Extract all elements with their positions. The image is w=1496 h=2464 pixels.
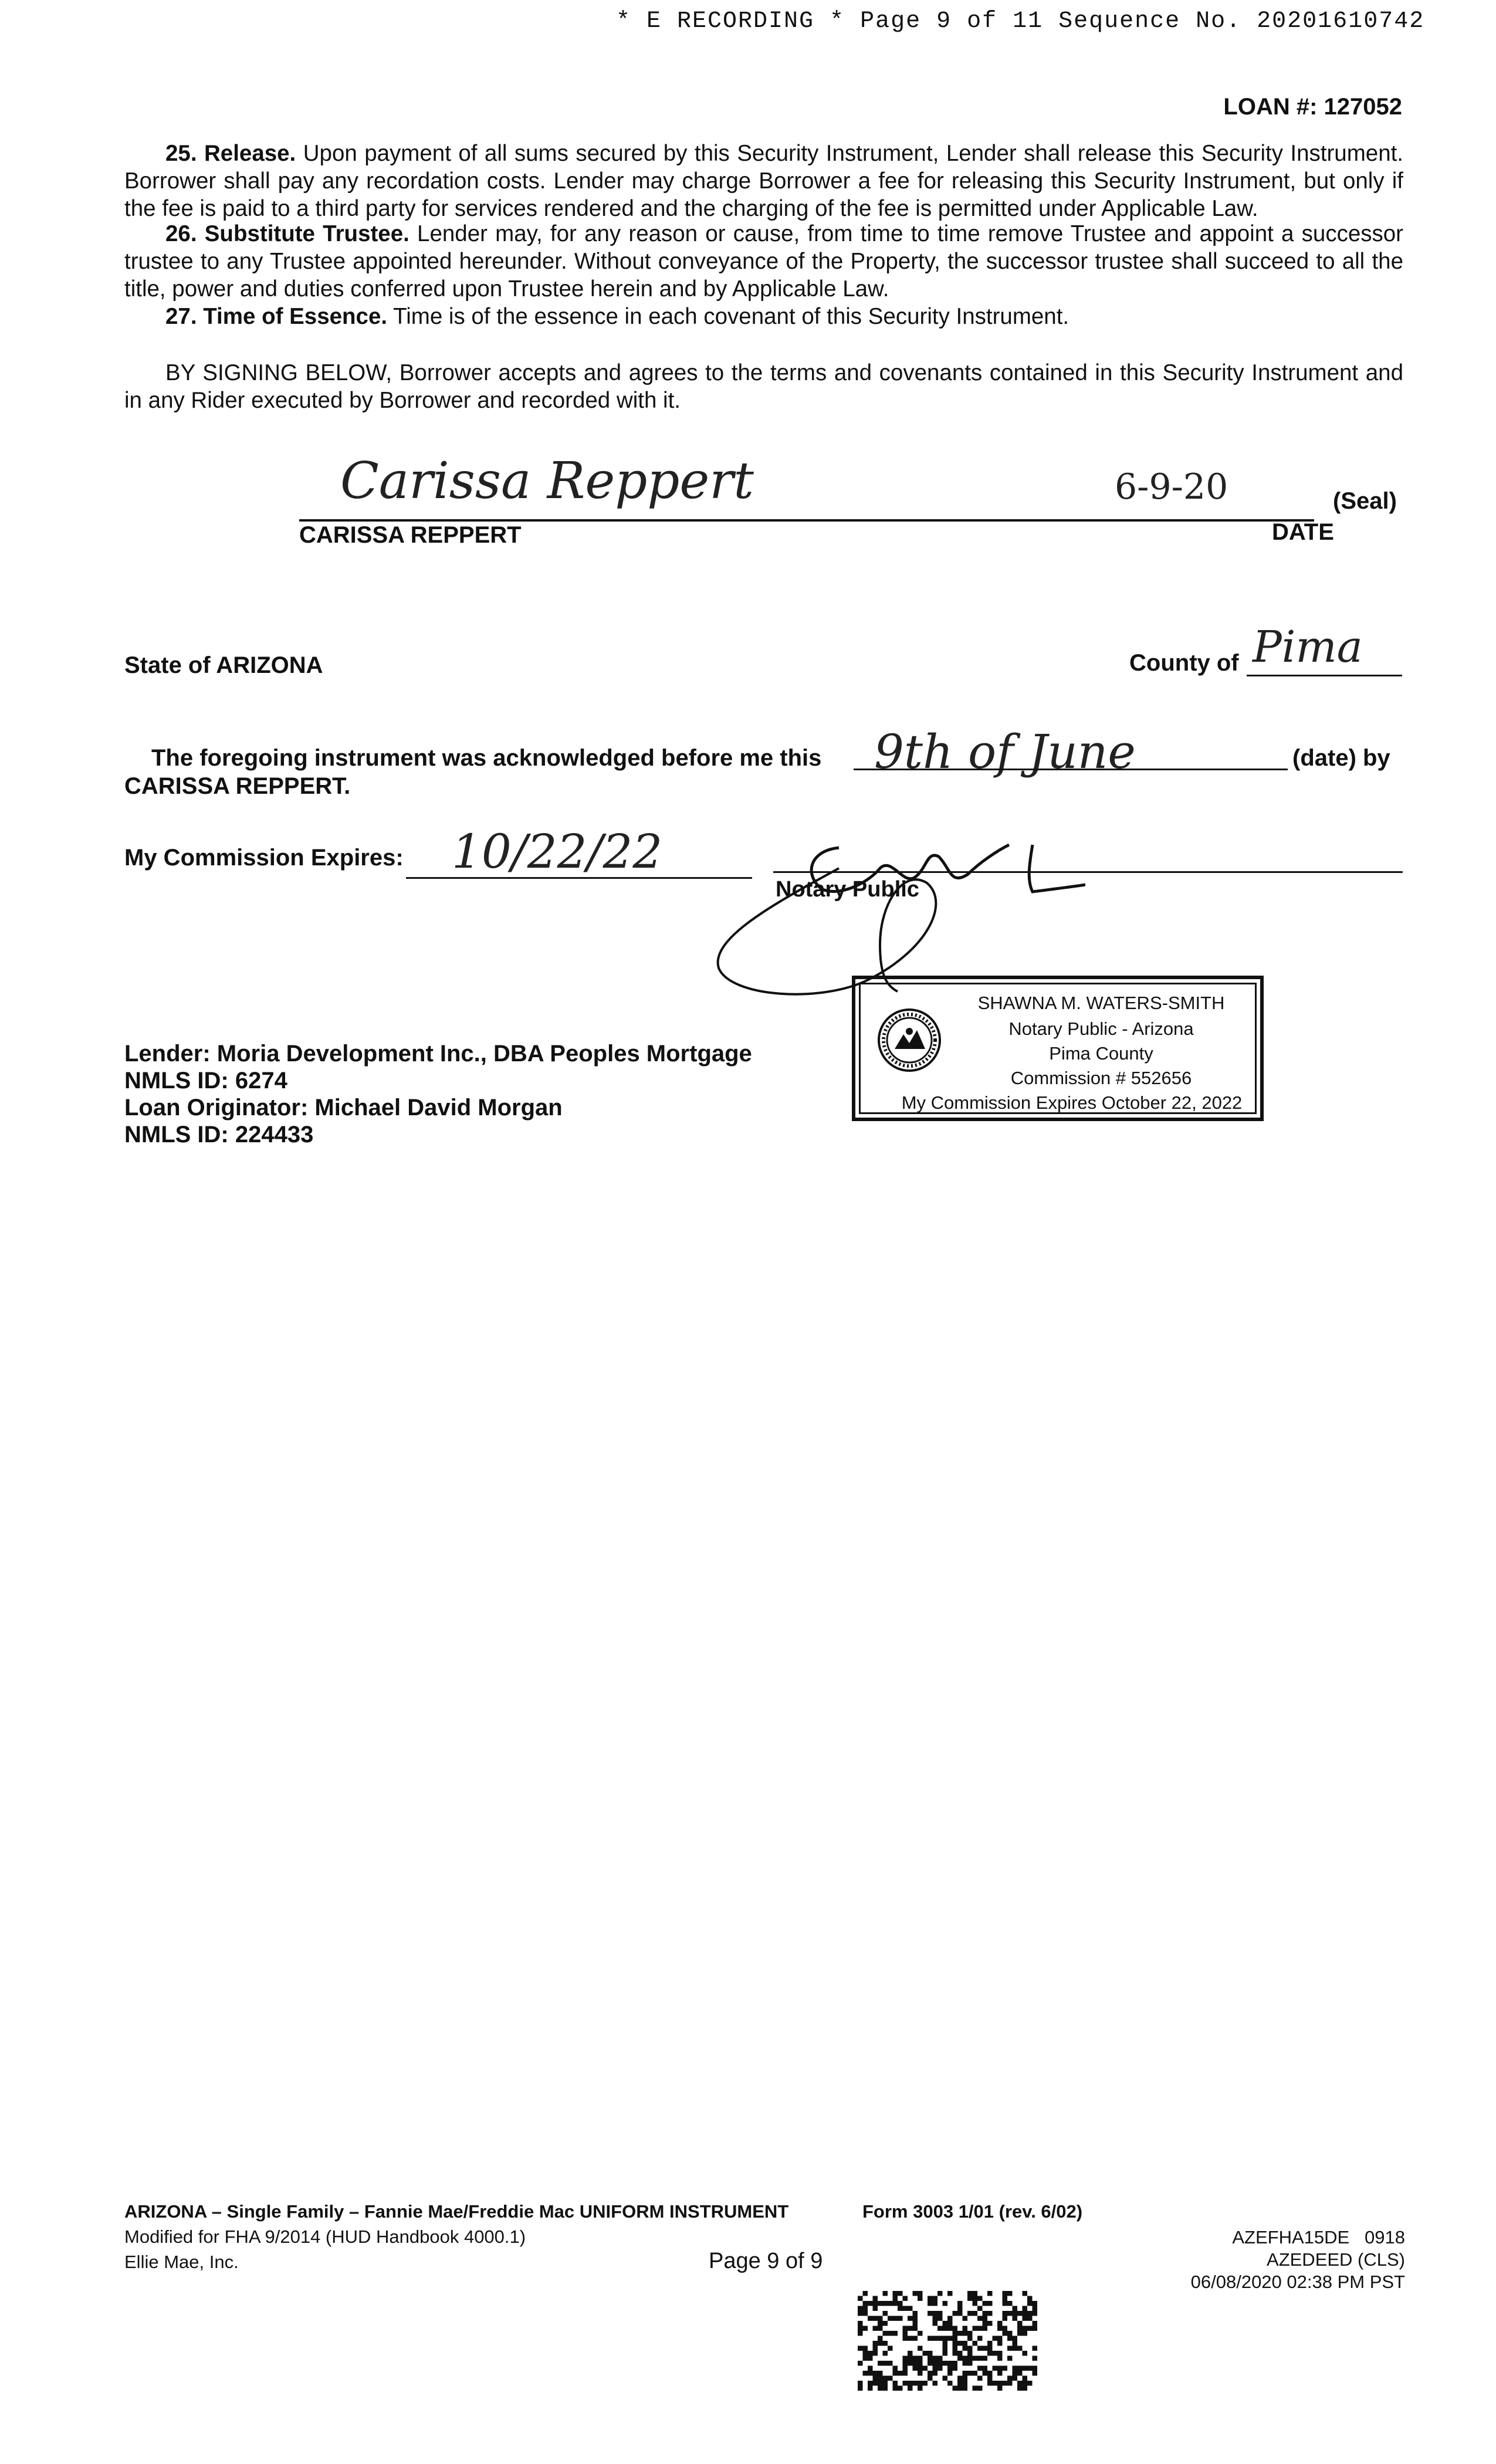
arizona-seal-icon (877, 1008, 942, 1072)
acknowledgment-text: The foregoing instrument was acknowledged before me this (151, 745, 822, 771)
section-title: Release. (204, 141, 296, 166)
signing-statement (124, 359, 1403, 414)
section-text: Time is of the essence in each covenant of this Security Instrument. (393, 304, 1069, 329)
lender-name: Lender: Moria Development Inc., DBA Peoples Mortgage (124, 1041, 752, 1067)
lender-nmls: NMLS ID: 6274 (124, 1068, 287, 1094)
borrower-signature: Carissa Reppert (340, 452, 754, 510)
footer-form-title: ARIZONA – Single Family – Fannie Mae/Freddie Mac UNIFORM INSTRUMENT (124, 2201, 789, 2222)
notary-expires: My Commission Expires October 22, 2022 (901, 1092, 1243, 1113)
footer-timestamp: 06/08/2020 02:38 PM PST (1190, 2272, 1405, 2292)
notary-stamp (852, 976, 1264, 1121)
notary-name: SHAWNA M. WATERS-SMITH (977, 993, 1225, 1013)
date-label: DATE (1272, 519, 1334, 545)
section-number: 27. (165, 304, 197, 329)
loan-number (1223, 94, 1402, 120)
barcode-icon (858, 2291, 1037, 2391)
seal-label: (Seal) (1333, 488, 1397, 514)
commission-line (406, 877, 752, 879)
footer-company: Ellie Mae, Inc. (124, 2252, 239, 2272)
loan-originator: Loan Originator: Michael David Morgan (124, 1095, 563, 1121)
section-number: 25. (165, 141, 197, 166)
commission-handwritten: 10/22/22 (452, 824, 663, 879)
section-title: Time of Essence. (203, 304, 388, 329)
footer-form-number: Form 3003 1/01 (rev. 6/02) (862, 2201, 1083, 2222)
footer-code-1: AZEFHA15DE 0918 (1232, 2227, 1405, 2248)
loan-value: 127052 (1324, 94, 1402, 120)
loan-label: LOAN #: (1223, 94, 1318, 120)
originator-nmls: NMLS ID: 224433 (124, 1122, 314, 1148)
section-text: Lender may, for any reason or cause, from time to time remove Trustee and appoint a successor trustee to any Trustee appointed hereunder. Without conveyance of the Property, the successor trustee shall succeed to all the title, power and duties conferred upon Trustee herein and by Applicable Law. (124, 221, 1403, 302)
lender-info (124, 1040, 752, 1148)
acknowledgment-date-suffix: (date) by (1292, 745, 1390, 771)
county-label: County of (1129, 650, 1239, 676)
notary-label: Notary Public (776, 877, 919, 902)
borrower-printed-name: CARISSA REPPERT (299, 522, 522, 548)
footer-modified: Modified for FHA 9/2014 (HUD Handbook 4000.1) (124, 2226, 526, 2247)
notary-county: Pima County (1049, 1043, 1153, 1064)
footer-page: Page 9 of 9 (709, 2249, 823, 2273)
section-number: 26. (165, 221, 197, 246)
signing-statement-text: BY SIGNING BELOW, Borrower accepts and agrees to the terms and covenants contained in this Security Instrument and in any Rider executed by Borrower and recorded with it. (124, 360, 1403, 413)
acknowledgment-date-handwritten: 9th of June (874, 725, 1136, 779)
state-label: State of ARIZONA (124, 652, 323, 678)
section-25 (124, 140, 1403, 222)
section-text: Upon payment of all sums secured by this Security Instrument, Lender shall release this Security Instrument. Borrower shall pay any recordation costs. Lender may charge Borrower a fee for releasing this Security Instrument, but only if the fee is paid to a third party for services rendered and the charging of the fee is permitted under Applicable Law. (124, 141, 1403, 221)
signature-line (299, 519, 1314, 522)
notary-title: Notary Public - Arizona (1008, 1018, 1194, 1039)
section-26 (124, 220, 1403, 303)
footer-code-2: AZEDEED (CLS) (1267, 2249, 1405, 2270)
section-27 (124, 303, 1403, 330)
commission-label: My Commission Expires: (124, 845, 404, 871)
county-line (1247, 675, 1402, 676)
footer-codes (1191, 2226, 1405, 2293)
acknowledgment-date-line (854, 769, 1288, 770)
county-handwritten: Pima (1253, 622, 1363, 672)
section-title: Substitute Trustee. (204, 221, 409, 246)
borrower-handwritten-date: 6-9-20 (1115, 466, 1228, 507)
recording-header: * E RECORDING * Page 9 of 11 Sequence No. 20201610742 (616, 8, 1425, 35)
notary-commission: Commission # 552656 (1010, 1068, 1192, 1088)
acknowledged-person: CARISSA REPPERT. (124, 773, 351, 799)
